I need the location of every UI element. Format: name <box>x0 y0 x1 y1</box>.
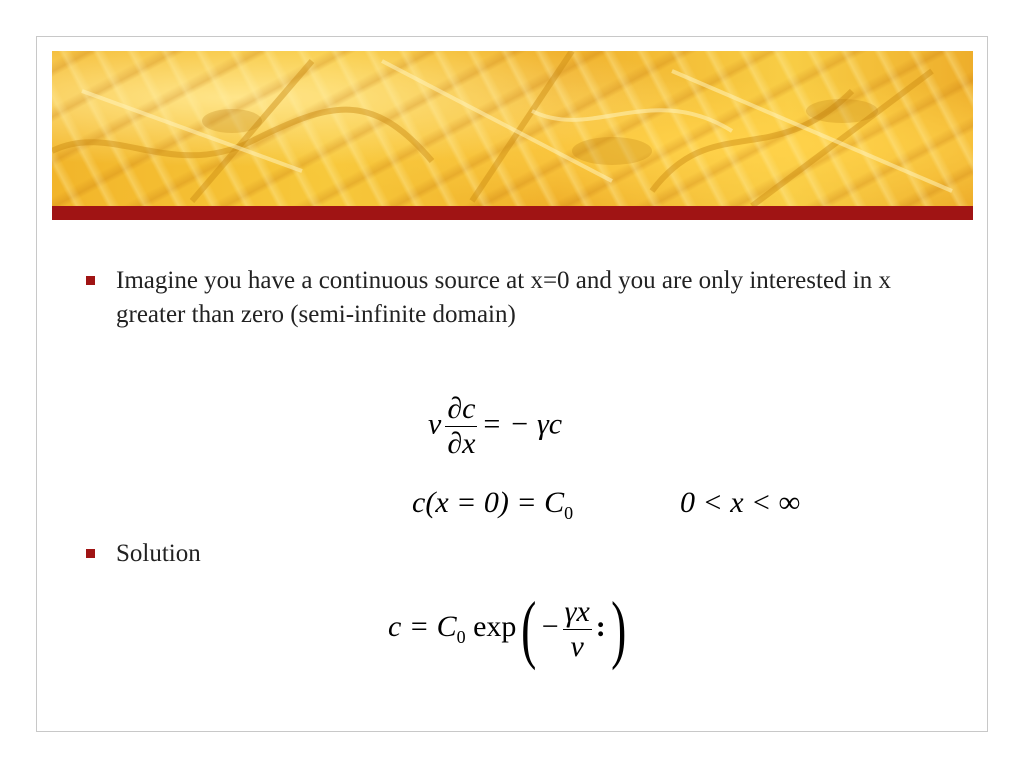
eq1-rhs: = − γc <box>481 407 563 441</box>
eq3-fn: exp <box>473 610 517 643</box>
eq3-lhs: c = <box>388 610 437 643</box>
eq3-denominator: v <box>563 629 592 664</box>
eq2-fn: c <box>412 486 426 519</box>
eq1-coef: v <box>428 407 442 441</box>
eq2-C: C <box>544 486 565 519</box>
bullet-text-solution: Solution <box>116 540 201 567</box>
bullet-text-intro: Imagine you have a continuous source at x=0 and you are only interested in x greater than zero (semi-infinite domain) <box>116 267 891 328</box>
eq3-right-paren: ) <box>610 587 627 672</box>
eq1-denominator: ∂x <box>447 427 476 460</box>
eq2-subscript: 0 <box>564 503 574 523</box>
eq3-dots: : <box>595 610 606 643</box>
eq3-C: C <box>436 610 457 643</box>
equation-boundary-condition <box>412 486 573 524</box>
header-banner-image <box>52 51 973 206</box>
eq3-minus: − <box>541 610 559 643</box>
eq3-subscript: 0 <box>456 627 466 647</box>
eq3-left-paren: ( <box>521 587 537 672</box>
eq2-arg: (x = 0) = <box>425 486 545 519</box>
header-divider-bar <box>52 206 973 220</box>
equation-solution <box>388 582 631 672</box>
bullet-marker <box>86 549 95 558</box>
eq1-numerator: ∂c <box>447 392 476 425</box>
equation-ode <box>428 392 562 461</box>
bullet-marker <box>86 276 95 285</box>
banner-texture <box>52 51 973 206</box>
equation-domain: 0 < x < ∞ <box>680 486 801 519</box>
eq3-numerator: γx <box>564 594 590 628</box>
